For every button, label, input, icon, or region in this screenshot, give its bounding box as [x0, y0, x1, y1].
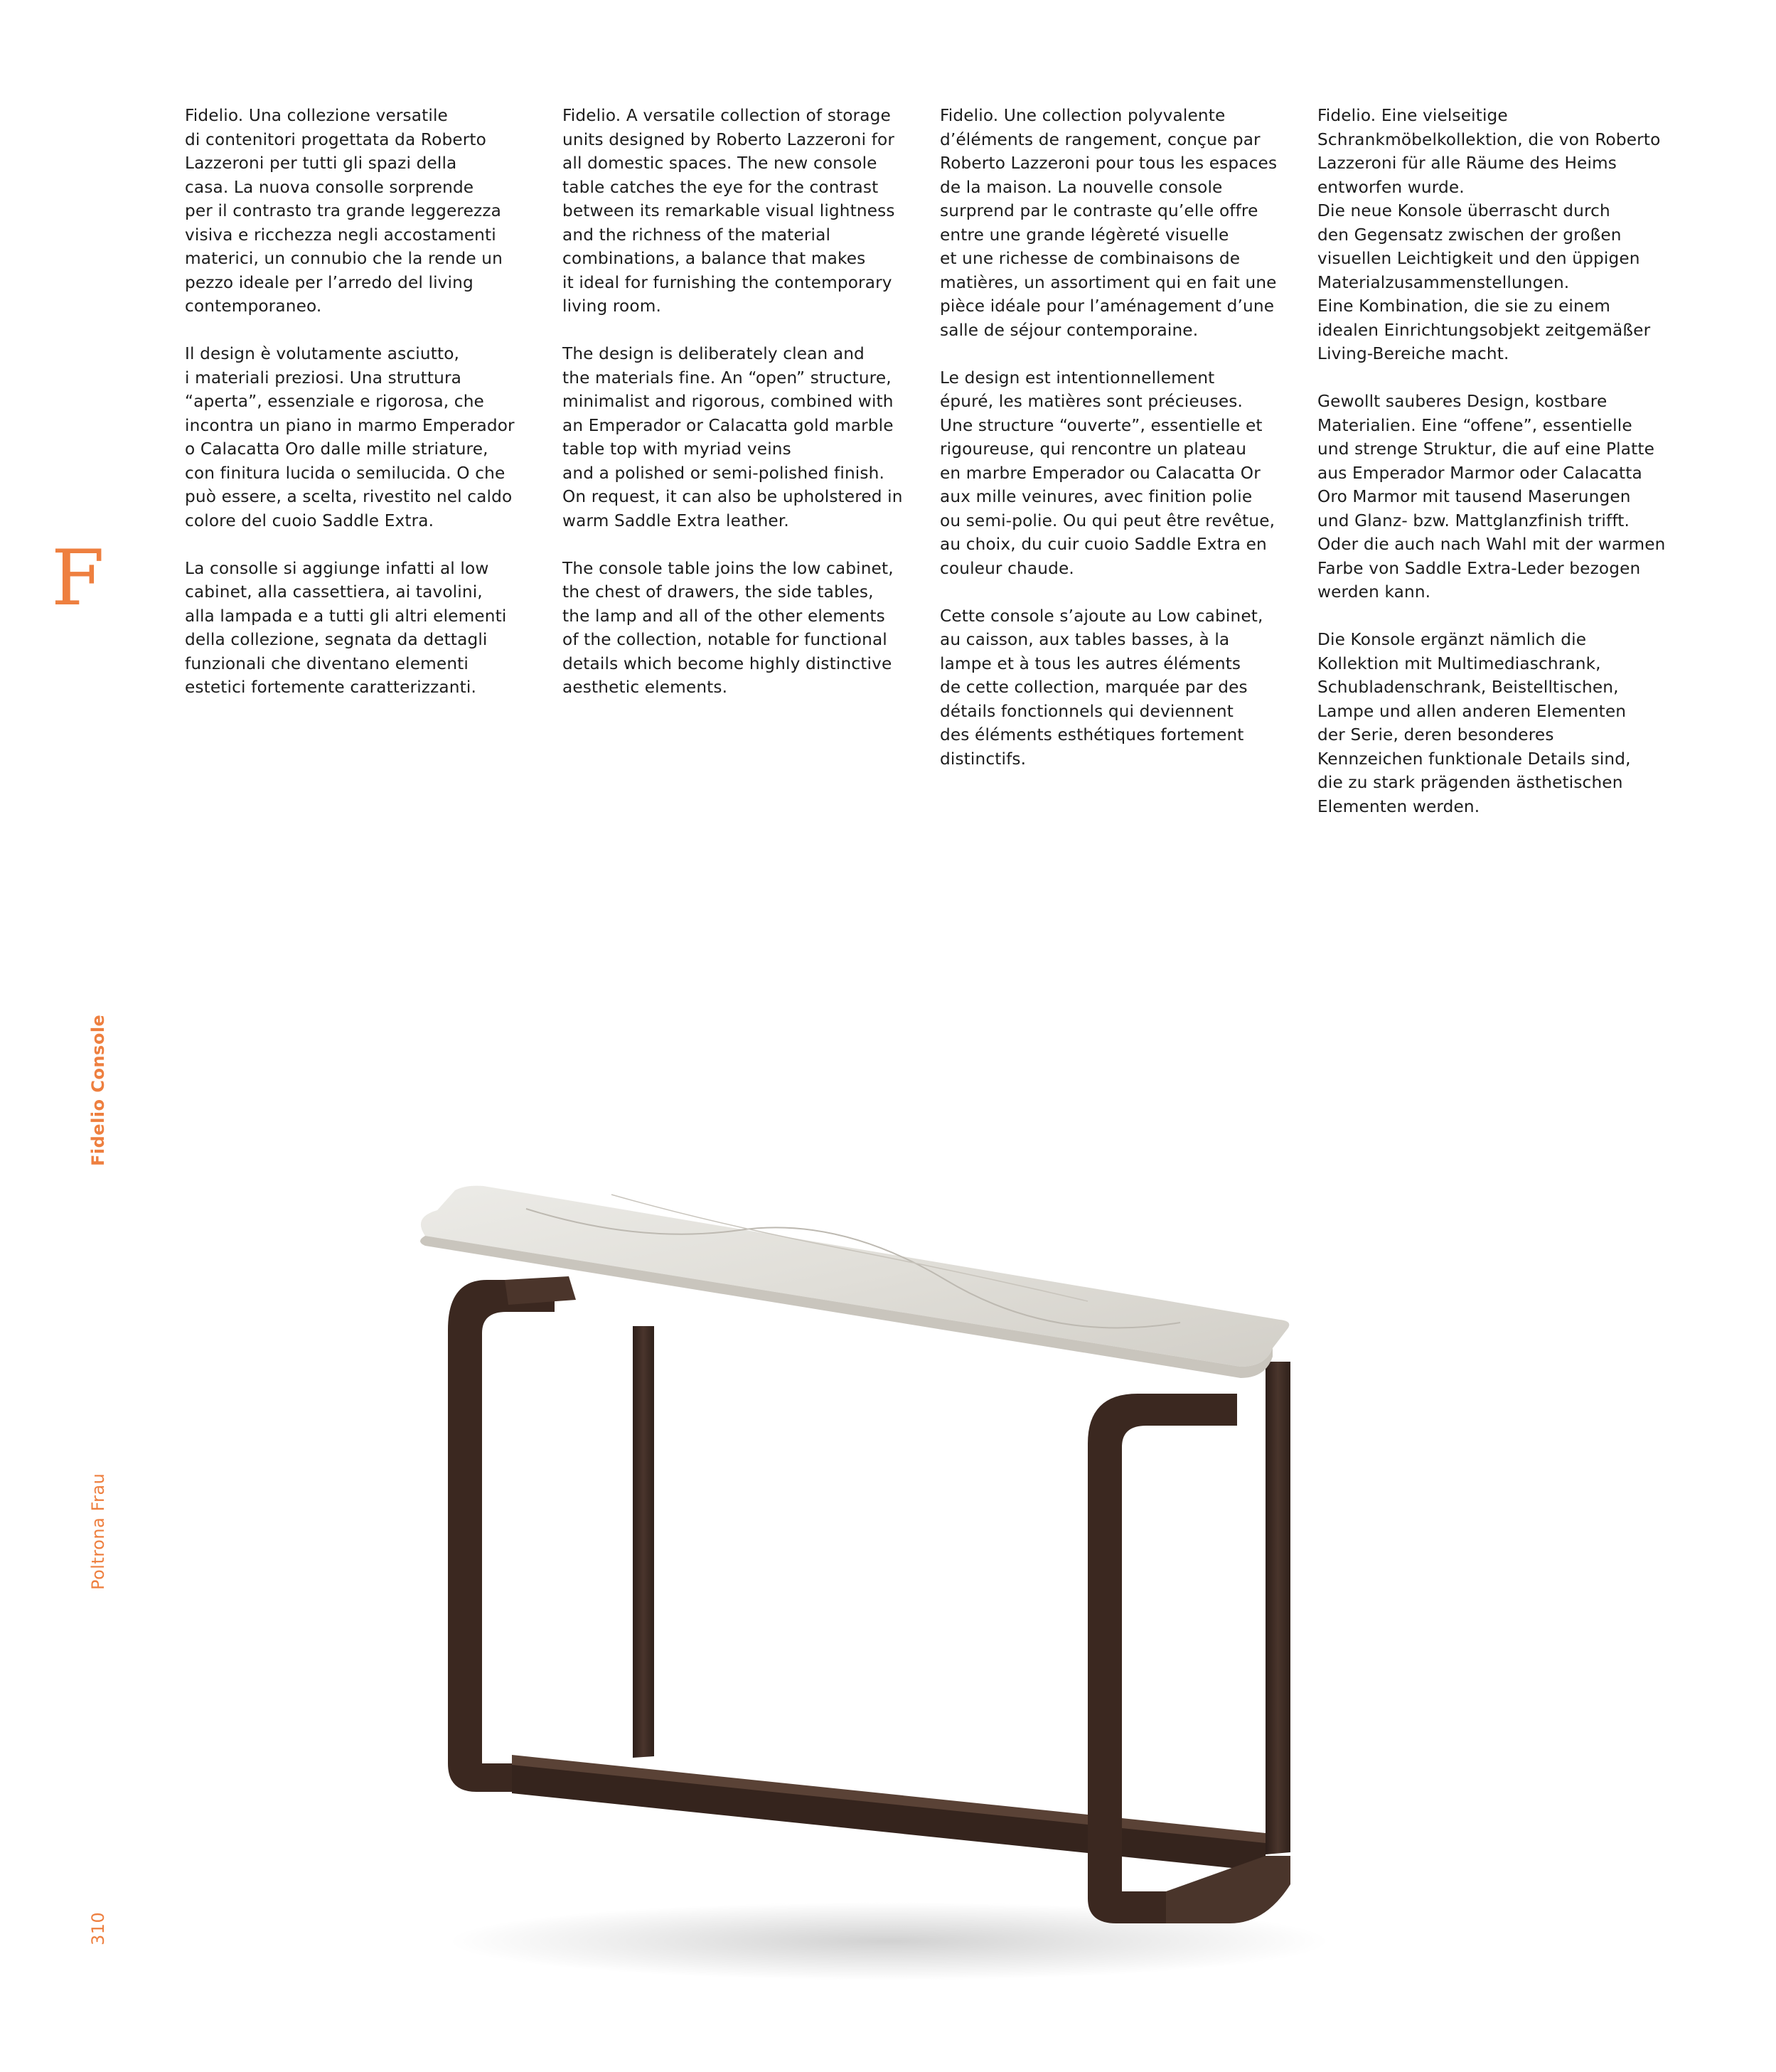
text-line: der Serie, deren besonderes: [1317, 725, 1554, 744]
page-number: 310: [88, 1911, 108, 1945]
text-column-italian: [185, 104, 540, 700]
text-line: und strenge Struktur, die auf eine Platte: [1317, 439, 1655, 459]
text-line: rigoureuse, qui rencontre un plateau: [940, 439, 1247, 459]
text-line: The design is deliberately clean and: [562, 344, 865, 363]
text-line: Oder die auch nach Wahl mit der warmen: [1317, 535, 1666, 554]
text-line: épuré, les matières sont précieuses.: [940, 392, 1243, 411]
text-column-french: [940, 104, 1295, 771]
paragraph-gap: [1317, 366, 1673, 390]
back-left-leg: [633, 1326, 654, 1758]
left-top-rail: [505, 1276, 576, 1305]
paragraph-gap: [562, 319, 918, 343]
paragraph-gap: [1317, 604, 1673, 629]
text-line: On request, it can also be upholstered in: [562, 487, 903, 506]
marble-top: [421, 1186, 1289, 1367]
text-line: funzionali che diventano elementi: [185, 653, 469, 673]
text-line: die zu stark prägenden ästhetischen: [1317, 773, 1623, 792]
text-line: Cette console s’ajoute au Low cabinet,: [940, 606, 1263, 626]
text-line: “aperta”, essenziale e rigorosa, che: [185, 392, 484, 411]
back-right-leg: [1266, 1362, 1290, 1854]
text-line: surprend par le contraste qu’elle offre: [940, 201, 1258, 220]
text-line: Eine Kombination, die sie zu einem: [1317, 297, 1611, 316]
text-line: distinctifs.: [940, 749, 1027, 769]
text-column-german: [1317, 104, 1673, 818]
text-line: Schubladenschrank, Beistelltischen,: [1317, 678, 1619, 697]
text-line: visuellen Leichtigkeit und den üppigen: [1317, 249, 1640, 268]
text-line: an Emperador or Calacatta gold marble: [562, 415, 894, 435]
text-line: Fidelio. A versatile collection of storage: [562, 106, 891, 125]
text-line: i materiali preziosi. Una struttura: [185, 368, 461, 388]
section-initial: F: [51, 534, 105, 623]
text-column-english: [562, 104, 918, 700]
text-line: Roberto Lazzeroni pour tous les espaces: [940, 154, 1278, 173]
text-line: Oro Marmor mit tausend Maserungen: [1317, 487, 1631, 506]
text-line: en marbre Emperador ou Calacatta Or: [940, 463, 1261, 483]
text-line: Le design est intentionnellement: [940, 368, 1215, 388]
product-image-console-table: [341, 1180, 1436, 1991]
text-line: it ideal for furnishing the contemporary: [562, 272, 892, 292]
text-line: Fidelio. Eine vielseitige: [1317, 106, 1508, 125]
text-line: Materialien. Eine “offene”, essentielle: [1317, 415, 1632, 435]
text-line: the lamp and all of the other elements: [562, 606, 885, 626]
text-line: Die neue Konsole überrascht durch: [1317, 201, 1610, 220]
text-line: Living-Bereiche macht.: [1317, 344, 1509, 363]
text-line: and the richness of the material: [562, 225, 831, 245]
text-line: Schrankmöbelkollektion, die von Roberto: [1317, 129, 1661, 149]
text-line: visiva e ricchezza negli accostamenti: [185, 225, 496, 245]
text-line: combinations, a balance that makes: [562, 249, 866, 268]
text-line: può essere, a scelta, rivestito nel caldo: [185, 487, 513, 506]
text-line: aux mille veinures, avec finition polie: [940, 487, 1253, 506]
text-line: minimalist and rigorous, combined with: [562, 392, 894, 411]
text-line: d’éléments de rangement, conçue par: [940, 129, 1261, 149]
text-line: table top with myriad veins: [562, 439, 791, 459]
paragraph-gap: [185, 533, 540, 557]
text-line: The console table joins the low cabinet,: [562, 558, 894, 578]
text-line: au choix, du cuir cuoio Saddle Extra en: [940, 535, 1267, 554]
text-line: pièce idéale pour l’aménagement d’une: [940, 297, 1275, 316]
text-line: details which become highly distinctive: [562, 653, 892, 673]
text-line: di contenitori progettata da Roberto: [185, 129, 487, 149]
paragraph-gap: [562, 533, 918, 557]
text-line: couleur chaude.: [940, 558, 1074, 578]
text-line: Materialzusammenstellungen.: [1317, 272, 1570, 292]
text-line: matières, un assortiment qui en fait une: [940, 272, 1277, 292]
text-line: aus Emperador Marmor oder Calacatta: [1317, 463, 1642, 483]
text-line: pezzo ideale per l’arredo del living: [185, 272, 474, 292]
text-line: Farbe von Saddle Extra-Leder bezogen: [1317, 558, 1641, 578]
text-line: units designed by Roberto Lazzeroni for: [562, 129, 895, 149]
text-line: de la maison. La nouvelle console: [940, 177, 1223, 197]
text-line: werden kann.: [1317, 582, 1431, 602]
text-line: au caisson, aux tables basses, à la: [940, 630, 1230, 649]
text-line: contemporaneo.: [185, 297, 322, 316]
text-line: of the collection, notable for functional: [562, 630, 887, 649]
text-line: the chest of drawers, the side tables,: [562, 582, 874, 602]
text-line: Lampe und allen anderen Elementen: [1317, 701, 1627, 721]
text-line: living room.: [562, 297, 661, 316]
text-line: per il contrasto tra grande leggerezza: [185, 201, 502, 220]
text-line: the materials fine. An “open” structure,: [562, 368, 892, 388]
text-line: La consolle si aggiunge infatti al low: [185, 558, 489, 578]
text-line: Une structure “ouverte”, essentielle et: [940, 415, 1263, 435]
text-line: o Calacatta Oro dalle mille striature,: [185, 439, 488, 459]
text-line: estetici fortemente caratterizzanti.: [185, 678, 476, 697]
text-line: und Glanz- bzw. Mattglanzfinish trifft.: [1317, 511, 1630, 530]
text-line: aesthetic elements.: [562, 678, 728, 697]
text-line: della collezione, segnata da dettagli: [185, 630, 488, 649]
text-line: incontra un piano in marmo Emperador: [185, 415, 515, 435]
text-line: Fidelio. Una collezione versatile: [185, 106, 448, 125]
text-line: cabinet, alla cassettiera, ai tavolini,: [185, 582, 483, 602]
text-line: entre une grande légèreté visuelle: [940, 225, 1229, 245]
text-line: Kollektion mit Multimediaschrank,: [1317, 653, 1601, 673]
text-line: warm Saddle Extra leather.: [562, 511, 789, 530]
text-line: Elementen werden.: [1317, 796, 1480, 816]
text-line: de cette collection, marquée par des: [940, 678, 1248, 697]
text-line: lampe et à tous les autres éléments: [940, 653, 1241, 673]
text-line: colore del cuoio Saddle Extra.: [185, 511, 434, 530]
text-line: entworfen wurde.: [1317, 177, 1465, 197]
text-line: alla lampada e a tutti gli altri elementi: [185, 606, 507, 626]
text-line: Lazzeroni für alle Räume des Heims: [1317, 154, 1617, 173]
text-line: table catches the eye for the contrast: [562, 177, 879, 197]
text-line: materici, un connubio che la rende un: [185, 249, 503, 268]
text-line: ou semi-polie. Ou qui peut être revêtue,: [940, 511, 1275, 530]
text-line: and a polished or semi-polished finish.: [562, 463, 884, 483]
text-line: between its remarkable visual lightness: [562, 201, 895, 220]
brand-label: Poltrona Frau: [88, 1473, 108, 1590]
text-line: détails fonctionnels qui deviennent: [940, 701, 1234, 721]
text-line: Gewollt sauberes Design, kostbare: [1317, 392, 1608, 411]
collection-label: Fidelio Console: [88, 1014, 108, 1166]
text-line: casa. La nuova consolle sorprende: [185, 177, 474, 197]
text-line: salle de séjour contemporaine.: [940, 320, 1199, 340]
paragraph-gap: [185, 319, 540, 343]
text-line: con finitura lucida o semilucida. O che: [185, 463, 505, 483]
text-line: Il design è volutamente asciutto,: [185, 344, 460, 363]
text-line: idealen Einrichtungsobjekt zeitgemäßer: [1317, 320, 1651, 340]
text-line: Lazzeroni per tutti gli spazi della: [185, 154, 457, 173]
text-line: Kennzeichen funktionale Details sind,: [1317, 749, 1631, 769]
paragraph-gap: [940, 342, 1295, 366]
bottom-stretcher: [512, 1763, 1266, 1871]
text-line: Fidelio. Une collection polyvalente: [940, 106, 1226, 125]
left-frame: [448, 1280, 555, 1792]
text-line: den Gegensatz zwischen der großen: [1317, 225, 1622, 245]
text-line: et une richesse de combinaisons de: [940, 249, 1241, 268]
text-line: Die Konsole ergänzt nämlich die: [1317, 630, 1587, 649]
text-line: des éléments esthétiques fortement: [940, 725, 1244, 744]
paragraph-gap: [940, 580, 1295, 604]
text-line: all domestic spaces. The new console: [562, 154, 877, 173]
